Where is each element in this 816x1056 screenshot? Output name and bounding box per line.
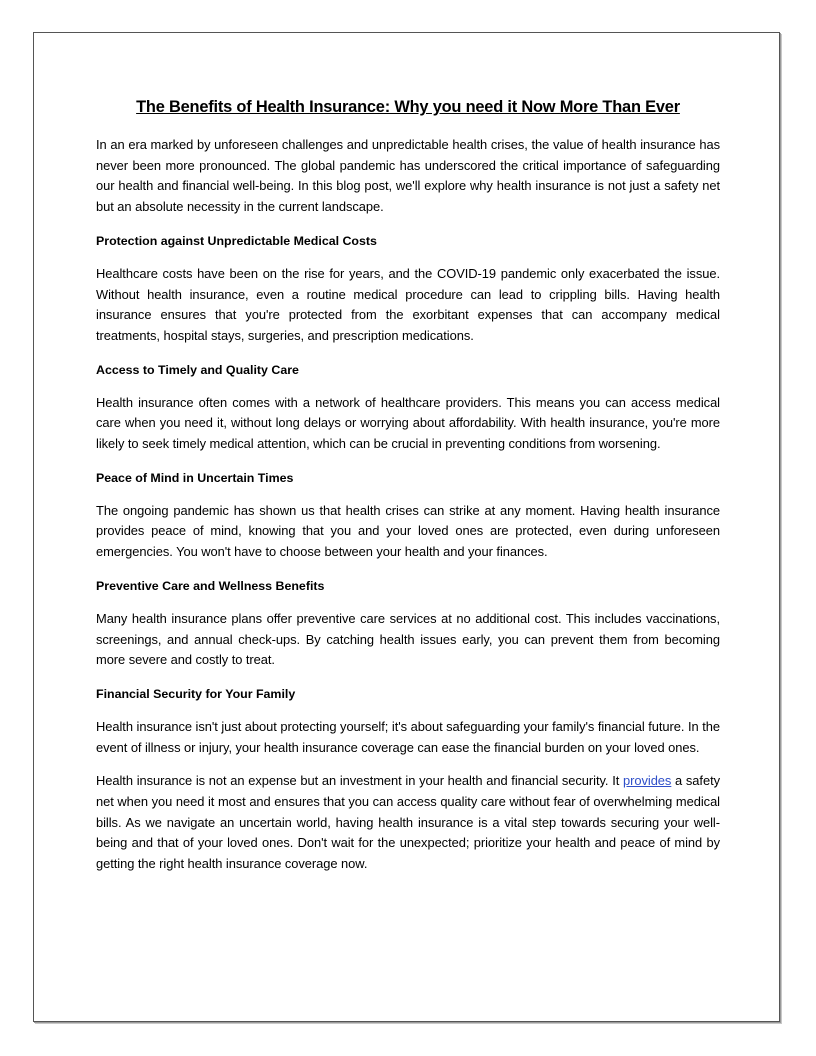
conclusion-paragraph	[96, 771, 720, 875]
section-heading-medical-costs: Protection against Unpredictable Medical Costs	[96, 233, 377, 248]
section-heading-financial-security: Financial Security for Your Family	[96, 686, 296, 701]
section-heading-peace-of-mind: Peace of Mind in Uncertain Times	[96, 470, 294, 485]
section-body-quality-care: Health insurance often comes with a network of healthcare providers. This means you can access medical care when you need it, without long delays or worrying about affordability. With health insurance, you're more likely to seek timely medical attention, which can be crucial in preventing conditions from worsening.	[96, 394, 720, 452]
section-body-preventive-care: Many health insurance plans offer preventive care services at no additional cost. This includes vaccinations, screenings, and annual check-ups. By catching health issues early, you can prevent them from becoming more severe and costly to treat.	[96, 610, 720, 668]
section-heading-preventive-care: Preventive Care and Wellness Benefits	[96, 578, 325, 593]
section-body-financial-security: Health insurance isn't just about protecting yourself; it's about safeguarding your family's financial future. In the event of illness or injury, your health insurance coverage can ease the financial burden on your loved ones.	[96, 718, 720, 755]
document-title: The Benefits of Health Insurance: Why you need it Now More Than Ever	[136, 98, 680, 116]
section-body-medical-costs: Healthcare costs have been on the rise for years, and the COVID-19 pandemic only exacerbated the issue. Without health insurance, even a routine medical procedure can lead to crippling bills. Having health insurance ensures that you're protected from the exorbitant expenses that can accompany medical treatments, hospital stays, surgeries, and prescription medications.	[96, 265, 720, 343]
section-heading-quality-care: Access to Timely and Quality Care	[96, 362, 299, 377]
conclusion-text-end: a safety net when you need it most and ensures that you can access quality care without fear of overwhelming medical bills. As we navigate an uncertain world, having health insurance is a vital step towards securing your well-being and that of your loved ones. Don't wait for the unexpected; prioritize your health and peace of mind by getting the right health insurance coverage now.	[96, 773, 720, 872]
section-body-peace-of-mind: The ongoing pandemic has shown us that health crises can strike at any moment. Having health insurance provides peace of mind, knowing that you and your loved ones are protected, even during unforeseen emergencies. You won't have to choose between your health and your finances.	[96, 502, 720, 560]
conclusion-text-start: Health insurance is not an expense but an investment in your health and financial security. It	[96, 773, 623, 789]
document-body	[96, 96, 720, 888]
intro-paragraph: In an era marked by unforeseen challenges and unpredictable health crises, the value of health insurance has never been more pronounced. The global pandemic has underscored the critical importance of safeguarding our health and financial well-being. In this blog post, we'll explore why health insurance is not just a safety net but an absolute necessity in the current landscape.	[96, 137, 720, 215]
provides-link[interactable]: provides	[623, 773, 672, 789]
